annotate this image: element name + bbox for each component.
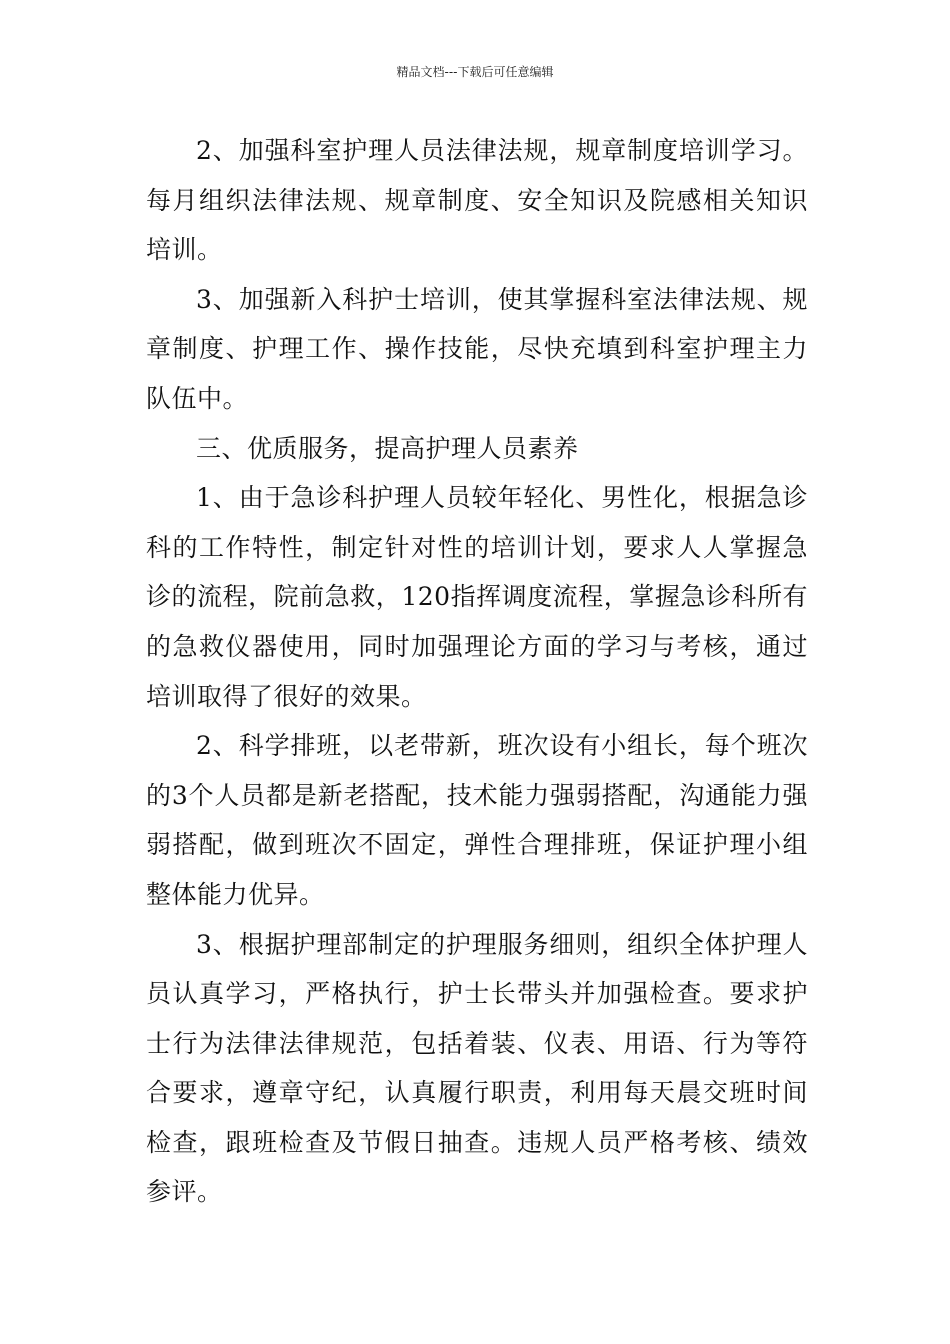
paragraph-scheduling: 2、科学排班，以老带新，班次设有小组长，每个班次的3个人员都是新老搭配，技术能力强弱搭配，沟通能力强弱搭配，做到班次不固定，弹性合理排班，保证护理小组整体能力优异。 <box>146 731 808 909</box>
paragraph-emergency-training: 1、由于急诊科护理人员较年轻化、男性化，根据急诊科的工作特性，制定针对性的培训计划，要求人人掌握急诊的流程，院前急救，120指挥调度流程，掌握急诊科所有的急救仪器使用，同时加强理论方面的学习与考核，通过培训取得了很好的效果。 <box>146 483 808 711</box>
section-heading-quality-service: 三、优质服务，提高护理人员素养 <box>196 433 579 463</box>
paragraph-training-regulations: 2、加强科室护理人员法律法规，规章制度培训学习。每月组织法律法规、规章制度、安全知识及院感相关知识培训。 <box>146 136 808 265</box>
document-body <box>146 126 808 1217</box>
page-header-watermark: 精品文档---下载后可任意编辑 <box>396 65 554 79</box>
paragraph-new-nurse-training: 3、加强新入科护士培训，使其掌握科室法律法规、规章制度、护理工作、操作技能，尽快充填到科室护理主力队伍中。 <box>146 284 808 413</box>
paragraph-service-rules: 3、根据护理部制定的护理服务细则，组织全体护理人员认真学习，严格执行，护士长带头并加强检查。要求护士行为法律法律规范，包括着装、仪表、用语、行为等符合要求，遵章守纪，认真履行职责，利用每天晨交班时间检查，跟班检查及节假日抽查。违规人员严格考核、绩效参评。 <box>146 929 808 1207</box>
